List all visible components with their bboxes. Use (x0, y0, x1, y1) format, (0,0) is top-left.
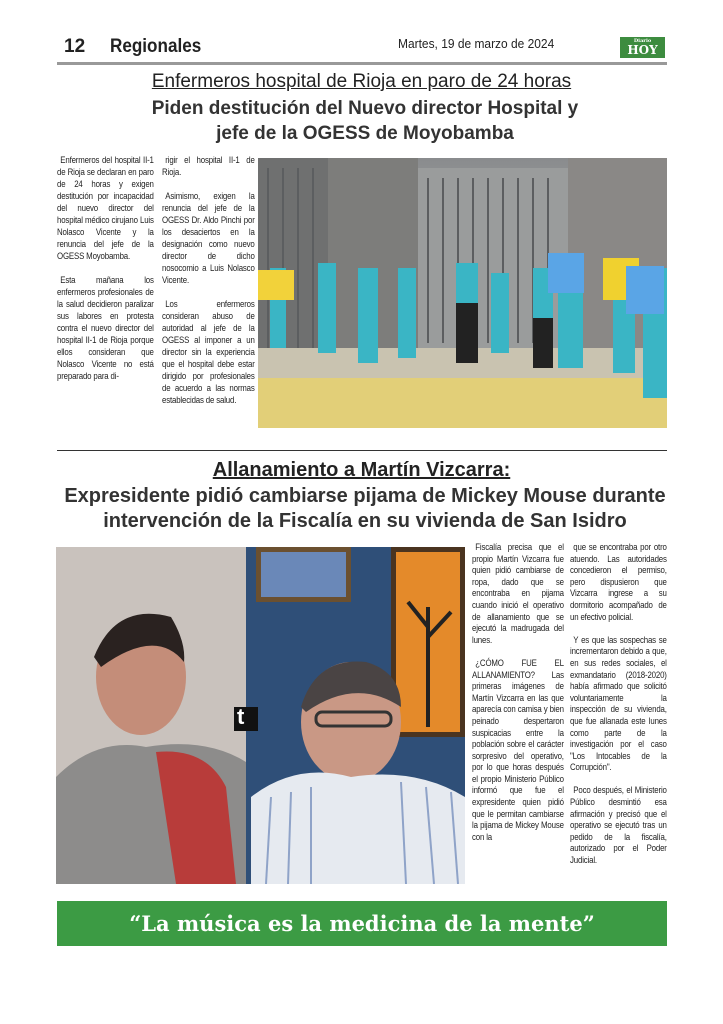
paragraph: Y es que las sospechas se incrementaron debido a que, en sus redes sociales, el exmandatario (2018-2020) había afirmado que solicitó voluntariamente la inspección de su vivienda, que fue allanada este lunes como parte de la investigación por el caso "Los Intocables de la Corrupción". (570, 634, 667, 774)
article2-title-line1: Expresidente pidió cambiarse pijama de Mickey Mouse durante (64, 485, 666, 507)
logo-big-text: HOY (627, 43, 658, 57)
section-title: Regionales (110, 36, 202, 57)
nurses-protest-photo (258, 158, 667, 428)
article1-title-line2: jefe de la OGESS de Moyobamba (216, 123, 514, 144)
paragraph: que se encontraba por otro atuendo. Las autoridades concedieron el permiso, pero dispusieron que Vizcarra ingrese a su dormitorio acompañado de un efectivo policial. (570, 542, 667, 623)
vizcarra-photo (56, 547, 465, 884)
newspaper-logo (620, 37, 665, 58)
article2-kicker: Allanamiento a Martín Vizcarra: (212, 459, 511, 481)
paragraph: Asimismo, exigen la renuncia del jefe de la OGESS Dr. Aldo Pinchi por los desaciertos en la designación como nuevo director de dicho nosocomio a Luis Nolasco Vicente. (162, 191, 255, 286)
article1-column2 (162, 155, 255, 407)
article2-title-line2: intervención de la Fiscalía en su vivienda de San Isidro (103, 510, 627, 532)
logo-small-text: Diario (633, 38, 652, 44)
paragraph: Enfermeros del hospital II-1 de Rioja se declaran en paro de 24 horas y exigen destitución por incapacidad del nuevo director del hospital médico cirujano Luis Nolasco Vicente y la renuncia del jefe de la OGESS Moyobamba. (57, 155, 154, 262)
article1-title-line1: Piden destitución del Nuevo director Hospital y (151, 98, 579, 119)
paragraph: Esta mañana los enfermeros profesionales de la salud decidieron paralizar sus labores en protesta contra el nuevo director del hospital II-1 de Rioja porque ellos consideran que Nolasco Vicente no está preparado para di- (57, 275, 154, 382)
paragraph: ¿CÓMO FUE EL ALLANAMIENTO? Las primeras imágenes de Martín Vizcarra en las que aparecía con camisa y bien peinado despertaron suspicacias entre la población sobre el carácter sorpresivo del operativo, por lo que horas después el propio Ministerio Público informó que fue el expresidente quien pidió que le permitan cambiarse la pijama de Mickey Mouse con la (472, 657, 564, 843)
page-number: 12 (64, 36, 86, 57)
article1-kicker: Enfermeros hospital de Rioja en paro de 24 horas (151, 71, 572, 92)
article2-column2 (570, 542, 667, 867)
issue-date: Martes, 19 de marzo de 2024 (398, 36, 555, 51)
paragraph: Fiscalía precisa que el propio Martín Vizcarra fue quien pidió cambiarse de ropa, dado que se encontraba en pijama cuando inició el operativo de allanamiento que se ejecutó la madrugada del lunes. (472, 542, 564, 646)
paragraph: Poco después, el Ministerio Público desmintió esa afirmación y precisó que el operativo se ejecutó tras un pedido de la fiscalía, autorizado por el Poder Judicial. (570, 785, 667, 867)
paragraph: rigir el hospital II-1 de Rioja. (162, 155, 255, 178)
article-divider (57, 450, 667, 451)
watermark-logo: t (237, 704, 245, 729)
article2-column1 (472, 542, 564, 843)
quote-banner: “La música es la medicina de la mente” (57, 901, 667, 946)
article1-column1 (57, 155, 154, 383)
header-divider (57, 62, 667, 65)
paragraph: Los enfermeros consideran abuso de autoridad al jefe de la OGESS al imponer a un director sin la experiencia que el hospital debe estar dirigido por profesionales de acuerdo a las normas establecidas de salud. (162, 299, 255, 406)
